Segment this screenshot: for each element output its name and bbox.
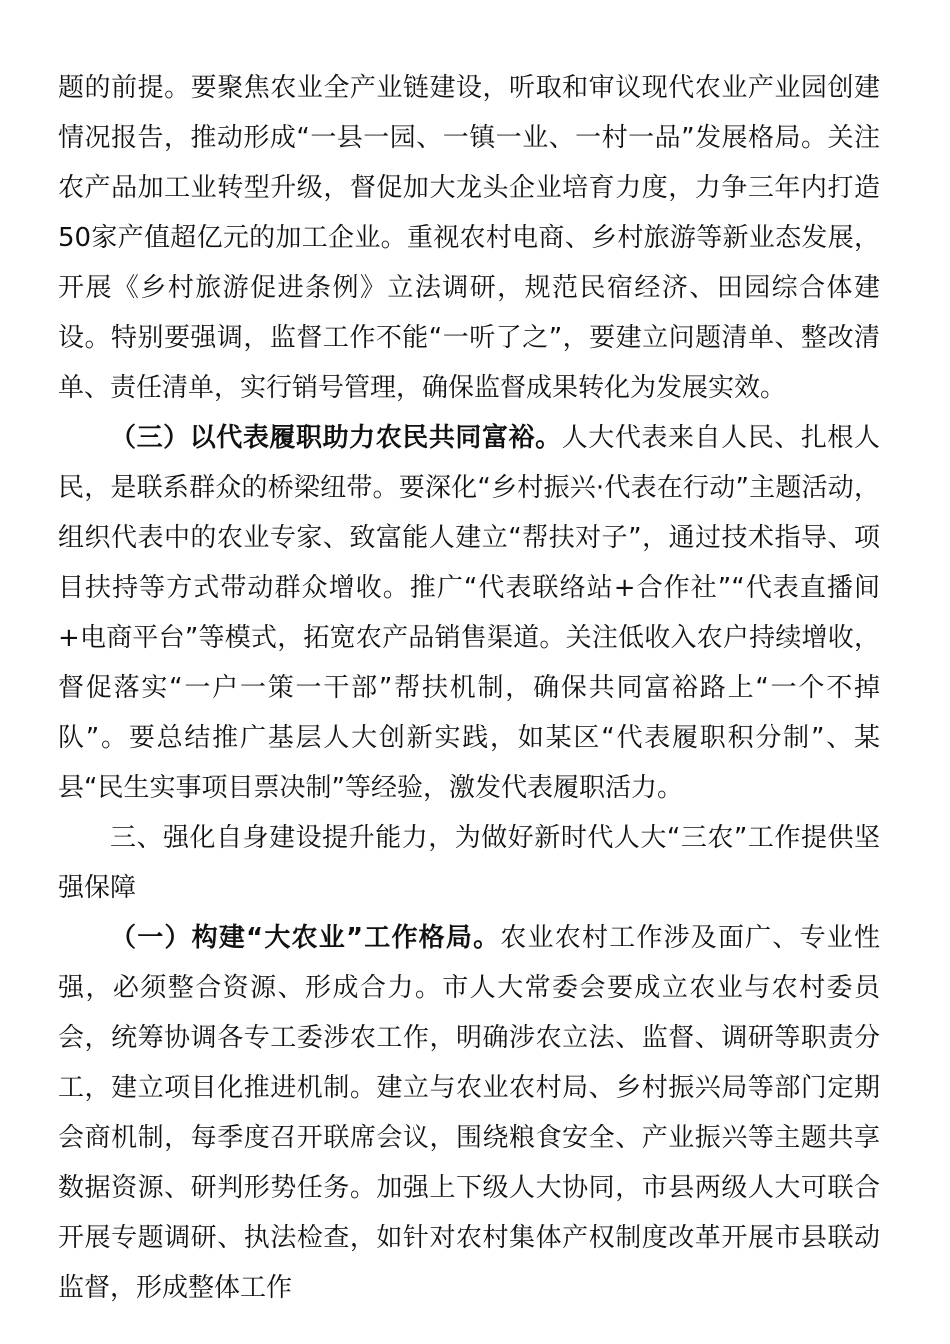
paragraph-heading: （三）以代表履职助力农民共同富裕。 bbox=[110, 423, 562, 453]
paragraph-section-3-3 bbox=[58, 413, 880, 813]
paragraph-continuation bbox=[58, 63, 880, 413]
paragraph-heading: （一）构建“大农业”工作格局。 bbox=[110, 923, 501, 953]
paragraph-text: 农业农村工作涉及面广、专业性强，必须整合资源、形成合力。市人大常委会要成立农业与农村委员会，统筹协调各专工委涉农工作，明确涉农立法、监督、调研等职责分工，建立项目化推进机制。建立与农业农村局、乡村振兴局等部门定期会商机制，每季度召开联席会议，围绕粮食安全、产业振兴等主题共享数据资源、研判形势任务。加强上下级人大协同，市县两级人大可联合开展专题调研、执法检查，如针对农村集体产权制度改革开展市县联动监督，形成整体工作 bbox=[58, 923, 880, 1303]
paragraph-text: 题的前提。要聚焦农业全产业链建设，听取和审议现代农业产业园创建情况报告，推动形成“一县一园、一镇一业、一村一品”发展格局。关注农产品加工业转型升级，督促加大龙头企业培育力度，力争三年内打造50家产值超亿元的加工企业。重视农村电商、乡村旅游等新业态发展，开展《乡村旅游促进条例》立法调研，规范民宿经济、田园综合体建设。特别要强调，监督工作不能“一听了之”，要建立问题清单、整改清单、责任清单，实行销号管理，确保监督成果转化为发展实效。 bbox=[58, 73, 880, 403]
section-heading-text: 三、强化自身建设提升能力，为做好新时代人大“三农”工作提供坚强保障 bbox=[58, 823, 880, 903]
paragraph-section-3-1 bbox=[58, 913, 880, 1313]
section-heading-3 bbox=[58, 813, 880, 913]
paragraph-text: 人大代表来自人民、扎根人民，是联系群众的桥梁纽带。要深化“乡村振兴·代表在行动”主题活动，组织代表中的农业专家、致富能人建立“帮扶对子”，通过技术指导、项目扶持等方式带动群众增收。推广“代表联络站+合作社”“代表直播间+电商平台”等模式，拓宽农产品销售渠道。关注低收入农户持续增收，督促落实“一户一策一干部”帮扶机制，确保共同富裕路上“一个不掉队”。要总结推广基层人大创新实践，如某区“代表履职积分制”、某县“民生实事项目票决制”等经验，激发代表履职活力。 bbox=[58, 423, 880, 803]
